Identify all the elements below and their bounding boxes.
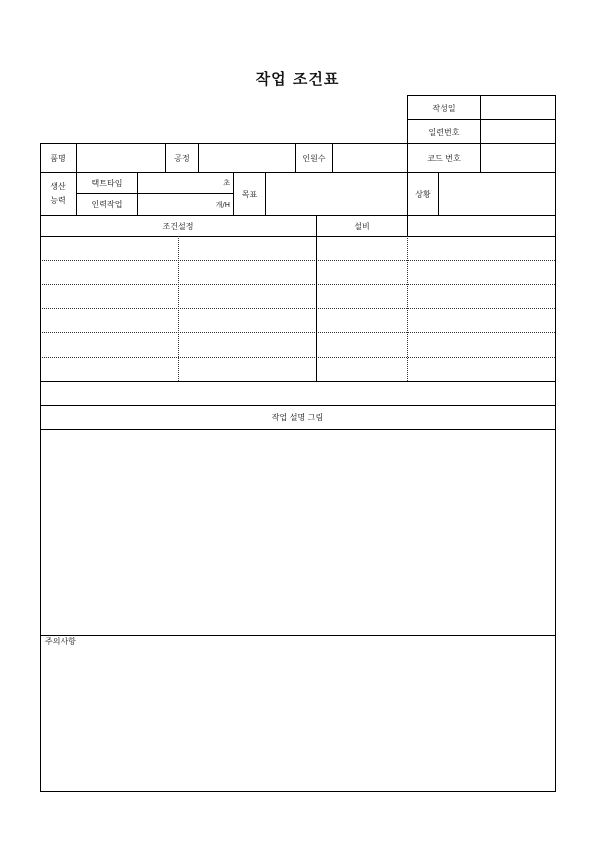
grid-line xyxy=(40,635,555,636)
grid-line xyxy=(407,143,408,172)
condition-value-cell[interactable] xyxy=(179,261,316,284)
condition-item-cell[interactable] xyxy=(41,309,178,332)
grid-line xyxy=(40,215,555,216)
condition-value-cell[interactable] xyxy=(179,358,316,381)
target-label: 목표 xyxy=(241,189,258,199)
grid-line xyxy=(407,119,555,120)
grid-line xyxy=(316,215,317,381)
capacity-label-line2: 능력 xyxy=(50,196,66,205)
equipment-item-cell[interactable] xyxy=(317,237,407,260)
grid-line xyxy=(407,95,555,96)
grid-line xyxy=(76,172,77,215)
grid-line xyxy=(233,172,234,215)
grid-line xyxy=(438,172,439,215)
code-number-field[interactable] xyxy=(481,144,555,172)
grid-line-dotted xyxy=(40,260,555,261)
condition-item-cell[interactable] xyxy=(41,237,178,260)
grid-line xyxy=(40,143,41,792)
condition-item-cell[interactable] xyxy=(41,285,178,308)
equipment-value-cell[interactable] xyxy=(408,285,555,308)
target-field[interactable] xyxy=(266,173,407,215)
grid-line xyxy=(40,429,555,430)
equipment-item-cell[interactable] xyxy=(317,358,407,381)
grid-line xyxy=(40,236,555,237)
equipment-value-cell[interactable] xyxy=(408,261,555,284)
condition-settings-header: 조건설정 xyxy=(162,221,194,231)
grid-line xyxy=(480,143,481,172)
condition-value-cell[interactable] xyxy=(179,285,316,308)
grid-line xyxy=(40,143,555,144)
tact-time-label: 택트타임 xyxy=(91,178,123,188)
equipment-item-cell[interactable] xyxy=(317,285,407,308)
capacity-label-line1: 생산 xyxy=(50,182,66,191)
condition-value-cell[interactable] xyxy=(179,309,316,332)
extra-row-field[interactable] xyxy=(40,382,555,405)
serial-number-label: 일련번호 xyxy=(428,127,460,137)
grid-line xyxy=(407,215,408,236)
grid-line-dotted xyxy=(40,308,555,309)
diagram-area[interactable] xyxy=(41,430,554,634)
diagram-header: 작업 설명 그림 xyxy=(271,413,324,422)
grid-line xyxy=(265,172,266,215)
equipment-item-cell[interactable] xyxy=(317,261,407,284)
process-label: 공정 xyxy=(174,153,190,163)
page-title: 작업 조건표 xyxy=(255,70,340,88)
serial-number-field[interactable] xyxy=(481,120,555,144)
code-number-label: 코드 번호 xyxy=(427,153,461,163)
production-capacity-label xyxy=(40,173,76,215)
date-field[interactable] xyxy=(481,96,555,120)
equipment-value-cell[interactable] xyxy=(408,333,555,357)
process-field[interactable] xyxy=(199,144,295,172)
date-label: 작성일 xyxy=(432,103,456,113)
grid-line xyxy=(76,193,233,194)
condition-item-cell[interactable] xyxy=(41,333,178,357)
workers-label: 인원수 xyxy=(302,153,326,163)
grid-line xyxy=(137,172,138,215)
equipment-item-cell[interactable] xyxy=(317,309,407,332)
grid-line xyxy=(295,143,296,172)
grid-line-dotted xyxy=(178,236,179,381)
product-name-label: 품명 xyxy=(50,153,66,163)
grid-line-dotted xyxy=(40,284,555,285)
grid-line xyxy=(555,95,556,792)
notes-area[interactable] xyxy=(41,648,554,790)
product-name-field[interactable] xyxy=(77,144,165,172)
status-label: 상황 xyxy=(415,189,431,199)
grid-line xyxy=(407,172,408,215)
grid-line-dotted xyxy=(40,357,555,358)
grid-line xyxy=(40,791,556,792)
manual-work-unit: 개/H xyxy=(215,200,230,209)
equipment-header: 설비 xyxy=(354,221,370,231)
grid-line-dotted xyxy=(407,236,408,381)
grid-line xyxy=(76,143,77,172)
grid-line xyxy=(407,95,408,143)
grid-line xyxy=(198,143,199,172)
grid-line xyxy=(40,172,555,173)
condition-value-cell[interactable] xyxy=(179,333,316,357)
equipment-item-cell[interactable] xyxy=(317,333,407,357)
tact-time-unit: 초 xyxy=(223,179,230,187)
grid-line xyxy=(480,95,481,143)
equipment-value-cell[interactable] xyxy=(408,358,555,381)
condition-value-cell[interactable] xyxy=(179,237,316,260)
equipment-value-cell[interactable] xyxy=(408,309,555,332)
workers-field[interactable] xyxy=(333,144,407,172)
equipment-value-cell[interactable] xyxy=(408,237,555,260)
grid-line xyxy=(332,143,333,172)
condition-item-cell[interactable] xyxy=(41,261,178,284)
grid-line-dotted xyxy=(40,332,555,333)
status-field[interactable] xyxy=(439,173,555,215)
grid-line xyxy=(40,381,555,382)
manual-work-label: 인력작업 xyxy=(91,200,123,209)
condition-item-cell[interactable] xyxy=(41,358,178,381)
grid-line xyxy=(165,143,166,172)
grid-line xyxy=(40,405,555,406)
notes-label: 주의사항 xyxy=(45,637,76,646)
